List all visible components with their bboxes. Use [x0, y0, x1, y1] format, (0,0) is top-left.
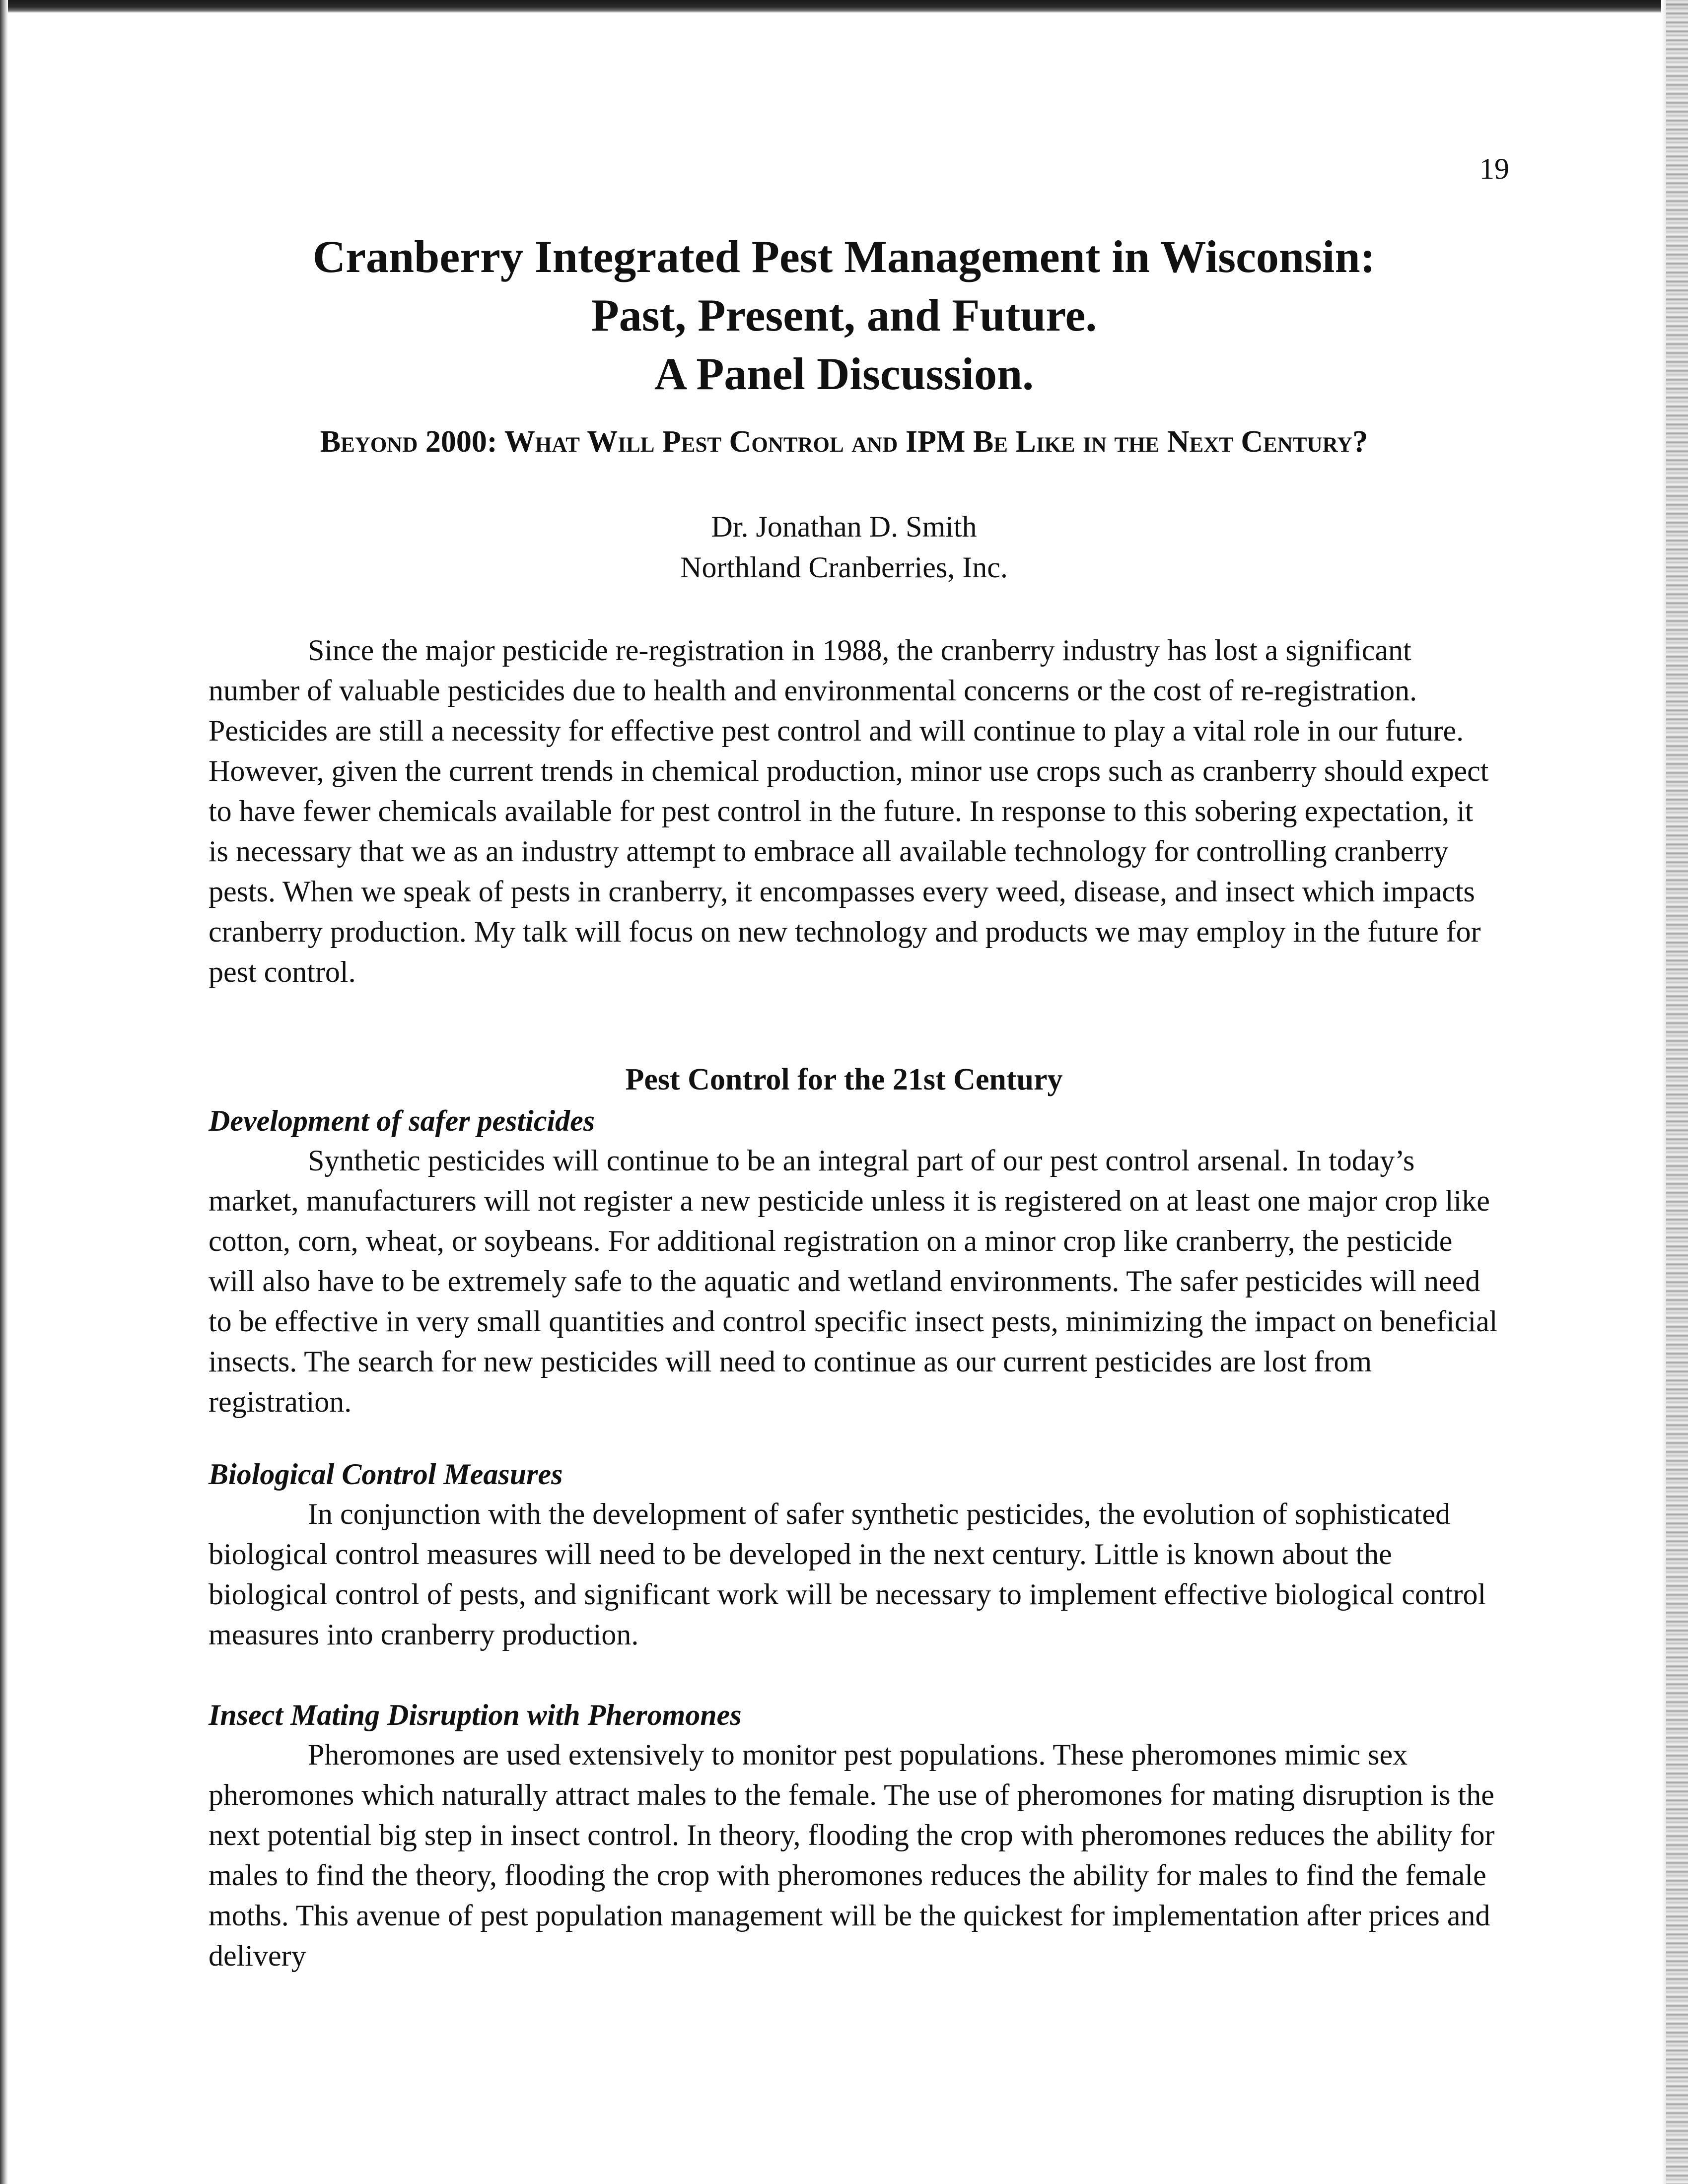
subheading-pheromones: Insect Mating Disruption with Pheromones: [209, 1699, 742, 1731]
intro-section: [209, 630, 1499, 992]
safer-pesticides-section: [209, 1141, 1499, 1422]
intro-paragraph: Since the major pesticide re-registration in 1988, the cranberry industry has lost a significant number of valuable pesticides due to health and environmental concerns or the cost of re-registration. Pesticides are still a necessity for effective pest control and will continue to play a vital role in our future. However, given the current trends in chemical production, minor use crops such as cranberry should expect to have fewer chemicals available for pest control in the future. In response to this sobering expectation, it is necessary that we as an industry attempt to embrace all available technology for controlling cranberry pests. When we speak of pests in cranberry, it encompasses every weed, disease, and insect which impacts cranberry production. My talk will focus on new technology and products we may employ in the future for pest control.: [209, 634, 1489, 988]
scan-edge-right: [1666, 0, 1688, 2184]
scan-edge-top: [0, 0, 1688, 13]
pheromones-section: [209, 1735, 1499, 1976]
section-heading: Pest Control for the 21st Century: [625, 1063, 1063, 1096]
pheromones-paragraph: Pheromones are used extensively to monitor pest populations. These pheromones mimic sex pheromones which naturally attract males to the female. The use of pheromones for mating disruption is the next potential big step in insect control. In theory, flooding the crop with pheromones reduces the ability for males to find the theory, flooding the crop with pheromones reduces the ability for males to find the female moths. This avenue of pest population management will be the quickest for implementation after prices and delivery: [209, 1738, 1495, 1972]
biological-control-section: [209, 1494, 1499, 1655]
scan-edge-left: [0, 0, 8, 2184]
author-affiliation: Northland Cranberries, Inc.: [680, 551, 1008, 584]
author-name: Dr. Jonathan D. Smith: [711, 510, 977, 543]
subheading-safer-pesticides: Development of safer pesticides: [209, 1104, 595, 1137]
author-block: [149, 506, 1539, 588]
biological-control-paragraph: In conjunction with the development of safer synthetic pesticides, the evolution of sophisticated biological control measures will need to be developed in the next century. Little is known about the biological control of pests, and significant work will be necessary to implement effective biological control measures into cranberry production.: [209, 1498, 1486, 1651]
subheading-biological-control: Biological Control Measures: [209, 1458, 563, 1491]
title-line-2: Past, Present, and Future.: [591, 290, 1097, 341]
subtitle: Beyond 2000: What Will Pest Control and IPM Be Like in the Next Century?: [320, 425, 1368, 459]
safer-pesticides-paragraph: Synthetic pesticides will continue to be an integral part of our pest control arsenal. In today’s market, manufacturers will not register a new pesticide unless it is registered on at least one major crop like cotton, corn, wheat, or soybeans. For additional registration on a minor crop like cranberry, the pesticide will also have to be extremely safe to the aquatic and wetland environments. The safer pesticides will need to be effective in very small quantities and control specific insect pests, minimizing the impact on beneficial insects. The search for new pesticides will need to continue as our current pesticides are lost from registration.: [209, 1144, 1498, 1418]
title-line-3: A Panel Discussion.: [654, 348, 1034, 399]
scan-edge-right-shadow: [1661, 0, 1666, 2184]
page-number: 19: [1479, 152, 1509, 185]
document-title: [149, 227, 1539, 403]
title-line-1: Cranberry Integrated Pest Management in Wisconsin:: [312, 231, 1376, 282]
